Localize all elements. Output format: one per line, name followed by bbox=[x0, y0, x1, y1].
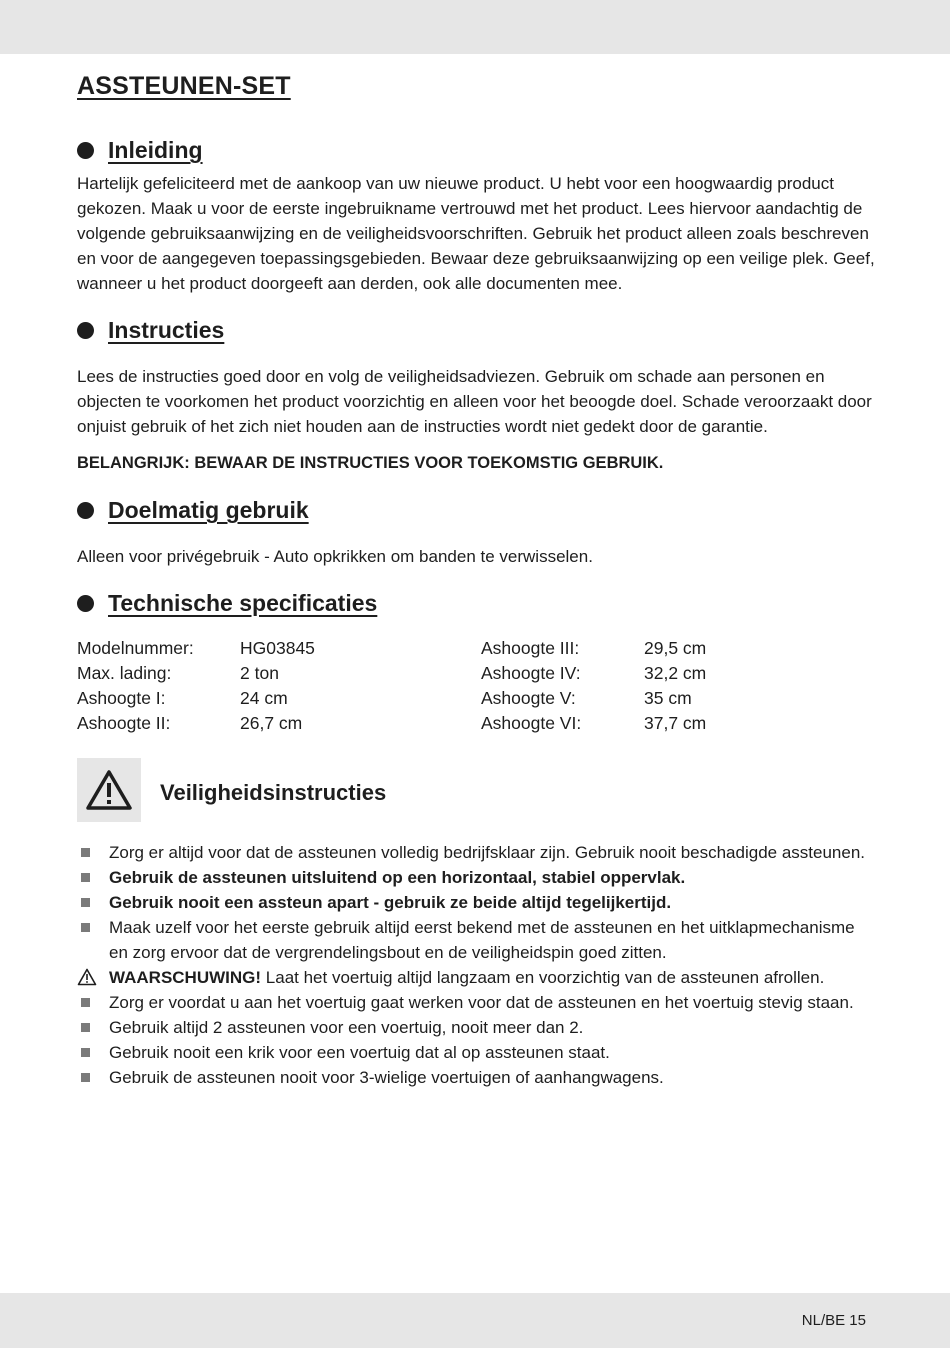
spec-label: Ashoogte IV: bbox=[481, 663, 581, 683]
section-title: Inleiding bbox=[108, 137, 203, 163]
spec-label: Modelnummer: bbox=[77, 638, 194, 658]
spec-row bbox=[481, 661, 794, 686]
spec-value: HG03845 bbox=[240, 638, 315, 658]
spec-value: 35 cm bbox=[644, 688, 692, 708]
section-title: Doelmatig gebruik bbox=[108, 497, 309, 523]
spec-value: 2 ton bbox=[240, 663, 279, 683]
spec-value: 24 cm bbox=[240, 688, 288, 708]
spec-row bbox=[77, 636, 390, 661]
spec-row bbox=[77, 711, 390, 736]
spec-label: Ashoogte VI: bbox=[481, 713, 582, 733]
spec-label: Ashoogte V: bbox=[481, 688, 576, 708]
specs-right-column bbox=[481, 636, 794, 736]
spec-label: Ashoogte II: bbox=[77, 713, 171, 733]
spec-value: 26,7 cm bbox=[240, 713, 303, 733]
spec-label: Ashoogte I: bbox=[77, 688, 166, 708]
list-item-text: Laat het voertuig altijd langzaam en voorzichtig van de assteunen afrollen. bbox=[265, 968, 825, 987]
list-item-text: Zorg er voordat u aan het voertuig gaat werken voor dat de assteunen en het voertuig stevig staan. bbox=[109, 993, 854, 1012]
octagon-bullet-icon bbox=[77, 322, 94, 339]
square-bullet-icon bbox=[81, 1023, 90, 1032]
spec-value: 37,7 cm bbox=[644, 713, 707, 733]
intro-text: Hartelijk gefeliciteerd met de aankoop van uw nieuwe product. U hebt voor een hoogwaardig product gekozen. Maak u voor de eerste ingebruikname vertrouwd met het product. Lees hiervoor aandachtig de volgende gebruiksaanwijzing en de veiligheidsvoorschriften. Gebruik het product alleen zoals beschreven en voor de aangegeven toepassingsgebieden. Bewaar deze gebruiksaanwijzing op een veilige plek. Geef, wanneer u het product doorgeeft aan derden, ook alle documenten mee. bbox=[77, 174, 875, 293]
instructions-text: Lees de instructies goed door en volg de veiligheidsadviezen. Gebruik om schade aan personen en objecten te voorkomen het product voorzichtig en alleen voor het beoogde doel. Schade veroorzaakt door onjuist gebruik of het zich niet houden aan de instructies wordt niet gedekt door de garantie. bbox=[77, 367, 872, 436]
list-item bbox=[77, 1065, 877, 1090]
square-bullet-icon bbox=[81, 1073, 90, 1082]
list-item-text: Zorg er altijd voor dat de assteunen volledig bedrijfsklaar zijn. Gebruik nooit beschadigde assteunen. bbox=[109, 843, 866, 862]
list-item-warning bbox=[77, 965, 877, 990]
page-number: NL/BE 15 bbox=[801, 1312, 866, 1329]
spec-value: 32,2 cm bbox=[644, 663, 707, 683]
spec-value: 29,5 cm bbox=[644, 638, 707, 658]
square-bullet-icon bbox=[81, 898, 90, 907]
important-note: BELANGRIJK: BEWAAR DE INSTRUCTIES VOOR TOEKOMSTIG GEBRUIK. bbox=[77, 454, 664, 472]
list-item-text: Gebruik nooit een krik voor een voertuig dat al op assteunen staat. bbox=[109, 1043, 610, 1062]
list-item bbox=[77, 990, 877, 1015]
octagon-bullet-icon bbox=[77, 502, 94, 519]
document-title: ASSTEUNEN-SET bbox=[77, 72, 291, 100]
safety-list bbox=[77, 840, 877, 1090]
spec-label: Ashoogte III: bbox=[481, 638, 580, 658]
section-title: Technische specificaties bbox=[108, 590, 378, 616]
list-item bbox=[77, 1015, 877, 1040]
spec-row bbox=[481, 686, 794, 711]
list-item bbox=[77, 915, 877, 965]
warning-triangle-icon bbox=[85, 769, 133, 811]
list-item bbox=[77, 840, 877, 865]
square-bullet-icon bbox=[81, 998, 90, 1007]
list-item-text: Gebruik altijd 2 assteunen voor een voertuig, nooit meer dan 2. bbox=[109, 1018, 584, 1037]
section-instructions-heading bbox=[77, 317, 224, 344]
spec-row bbox=[481, 636, 794, 661]
list-item-text: Gebruik de assteunen uitsluitend op een horizontaal, stabiel oppervlak. bbox=[109, 868, 686, 887]
section-title: Instructies bbox=[108, 317, 225, 343]
square-bullet-icon bbox=[81, 923, 90, 932]
warning-label: WAARSCHUWING! bbox=[109, 968, 262, 987]
list-item bbox=[77, 890, 877, 915]
octagon-bullet-icon bbox=[77, 142, 94, 159]
header-bar bbox=[0, 0, 950, 54]
specs-left-column bbox=[77, 636, 390, 736]
list-item bbox=[77, 1040, 877, 1065]
warning-triangle-icon bbox=[77, 968, 97, 986]
square-bullet-icon bbox=[81, 873, 90, 882]
list-item-text: Maak uzelf voor het eerste gebruik altijd eerst bekend met de assteunen en het uitklapmechanisme en zorg ervoor dat de vergrendelingsbout en de veiligheidspin goed zitten. bbox=[109, 918, 855, 962]
warning-box bbox=[77, 758, 141, 822]
list-item-text: Gebruik de assteunen nooit voor 3-wielige voertuigen of aanhangwagens. bbox=[109, 1068, 664, 1087]
list-item bbox=[77, 865, 877, 890]
octagon-bullet-icon bbox=[77, 595, 94, 612]
spec-row bbox=[77, 686, 390, 711]
spec-row bbox=[481, 711, 794, 736]
list-item-text: Gebruik nooit een assteun apart - gebruik ze beide altijd tegelijkertijd. bbox=[109, 893, 672, 912]
square-bullet-icon bbox=[81, 1048, 90, 1057]
square-bullet-icon bbox=[81, 848, 90, 857]
spec-label: Max. lading: bbox=[77, 663, 172, 683]
section-intro-heading bbox=[77, 137, 203, 164]
section-intended-use-heading bbox=[77, 497, 309, 524]
spec-row bbox=[77, 661, 390, 686]
intended-use-text: Alleen voor privégebruik - Auto opkrikken om banden te verwisselen. bbox=[77, 547, 593, 566]
section-specs-heading bbox=[77, 590, 377, 617]
safety-title: Veiligheidsinstructies bbox=[160, 780, 387, 805]
